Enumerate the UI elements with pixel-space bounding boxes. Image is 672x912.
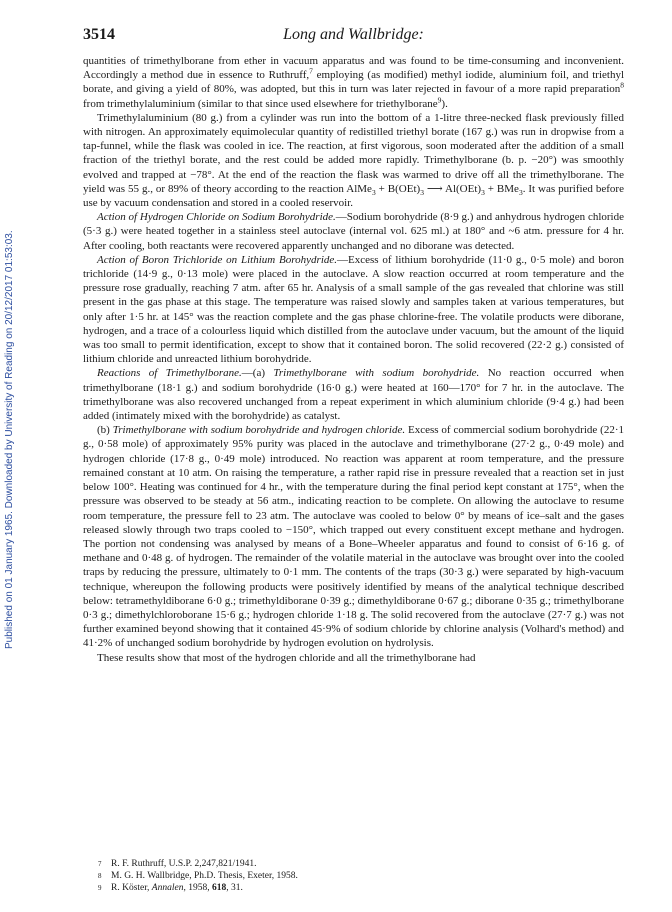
section-heading: Reactions of Trimethylborane. — [97, 367, 242, 380]
subsection-heading: Trimethylborane with sodium borohydride and hydrogen chloride. — [112, 424, 406, 437]
subsection-heading: Trimethylborane with sodium borohydride. — [273, 367, 480, 380]
footnote-text: R. F. Ruthruff, U.S.P. 2,247,821/1941. — [111, 859, 257, 869]
footnote-8 — [98, 870, 618, 882]
footnote-mark: 8 — [98, 872, 102, 880]
text-run: ⟶ Al(OEt) — [423, 182, 482, 195]
paragraph-trimethylaluminium — [83, 111, 624, 210]
text-run: quantities of trimethylborane from ether in vacuum apparatus and was found to be time-consuming and inconvenient. Accordingly a method due in essence to Ruthruff, — [83, 55, 624, 82]
text-run: Trimethylaluminium (80 g.) from a cylinder was run into the bottom of a 1-litre three-necked flask previously filled with nitrogen. An approximately equimolecular quantity of redistilled triethyl borate (167 g.) was run in dropwise from a tap-funnel, while the flask was cooled in ice. The reaction, at first vigorous, soon moderated after the addition of a small fraction of the triethyl borate, and the rest could be added more rapidly. Trimethylborane (b. p. −20°) was smoothly evolved and trapped at −78°. At the end of the reaction the flask was warmed to drive off all the trimethylborane. The yield was 55 g., or 89% of theory according to the reaction AlMe — [83, 111, 624, 195]
text-run: . It was purified before use by vacuum condensation and stored in a cooled reservoir. — [83, 182, 624, 210]
footnote-9 — [98, 882, 618, 894]
subscript: 3 — [371, 188, 376, 198]
paragraph-intro — [83, 54, 624, 111]
page-header — [83, 26, 624, 50]
footnote-mark: 7 — [98, 860, 102, 868]
footnotes — [98, 858, 618, 894]
text-run: —(a) — [241, 367, 274, 380]
text-run: + B(OEt) — [375, 182, 421, 195]
reference-mark: 8 — [620, 80, 624, 90]
footnote-text: M. G. H. Wallbridge, Ph.D. Thesis, Exeter, 1958. — [111, 871, 298, 881]
volume-number: 618 — [211, 883, 227, 893]
section-heading: Action of Boron Trichloride on Lithium Borohydride. — [97, 253, 338, 266]
subscript: 3 — [420, 188, 424, 198]
text-run: + BMe — [484, 182, 519, 195]
running-title: Long and Wallbridge: — [283, 26, 424, 43]
footnote-text: , 1958, — [183, 883, 212, 893]
paragraph-boron-trichloride — [83, 253, 624, 367]
journal-name: Annalen — [151, 883, 184, 893]
paragraph-hcl-borohydride — [83, 210, 624, 253]
reference-mark: 7 — [309, 66, 313, 76]
subscript: 3 — [481, 188, 485, 198]
text-run: (b) — [97, 424, 113, 437]
article-body — [83, 54, 624, 665]
footnote-text: , 31. — [226, 883, 243, 893]
text-run: —Excess of lithium borohydride (11·0 g., 0·5 mole) and boron trichloride (14·9 g., 0·13 mole) were placed in the autoclave. A slow reaction occurred at room temperature and the pressure rose gradually, reaching 7 atm. after 65 hr. Analysis of a small sample of the gas revealed that chlorine was still present in the gas phase at this stage. The temperature was raised slowly and samples taken at various temperatures, but only after 1·5 hr. at 145° was the reaction complete and the gas phase chlorine-free. The volatile products were diborane, hydrogen, and a trace of a colourless liquid which distilled from the autoclave under vacuum, but the amount of the liquid was too small to permit identification, except to show that it contained boron. The solid recovered (22·2 g.) consisted of lithium chloride and unreacted lithium borohydride. — [83, 253, 624, 366]
text-run: ). — [441, 97, 448, 110]
text-run: employing (as modified) methyl iodide, aluminium foil, and triethyl borate, and giving a yield of 80%, was adopted, but this in turn was later rejected in favour of a more rapid preparation — [83, 69, 624, 96]
text-run: Excess of commercial sodium borohydride (22·1 g., 0·58 mole) of approximately 95% purity was placed in the autoclave and trimethylborane (27·2 g., 0·49 mole) and hydrogen chloride (17·8 g., 0·49 mole) introduced. No reaction was apparent at room temperature, and the pressure remained constant at 10 atm. On raising the temperature, a rather rapid rise in pressure revealed that a reaction set in just below 100°. Heating was continued for 4 hr., with the temperature during the final period kept constant at 175°, when the pressure was observed to be steady at 56 atm., indicating reaction to be complete. On allowing the autoclave to resume room temperature, the pressure fell to 23 atm. The autoclave was cooled to below 0° by means of ice–salt and the gases released slowly through two traps cooled to −150°, which trapped out every constituent except methane and hydrogen. The portion not condensing was analysed by means of a Bone–Wheeler apparatus and found to consist of 6·16 g. of methane and 0·48 g. of hydrogen. The remainder of the volatile material in the autoclave was brought over into the cooled traps by reducing the pressure, ultimately to 0·1 mm. The contents of the traps (30·3 g.) were separated by high-vacuum technique, whereupon the following products were positively identified by means of the analytical technique described below: tetramethyldiborane 6·0 g.; trimethyldiborane 0·39 g.; dimethyldiborane 0·67 g.; diborane 0·35 g.; trimethylborane 0·3 g.; dimethylchloroborane 15·6 g.; hydrogen chloride 1·18 g. The solid recovered from the autoclave (27·7 g.) was not further examined beyond showing that it contained 45·9% of sodium chloride by chlorine analysis (Volhard's method) and 41·2% of unchanged sodium borohydride by hydrogen evolution on hydrolysis. — [83, 424, 624, 650]
text-run: from trimethylaluminium (similar to that since used elsewhere for triethylborane — [83, 97, 438, 110]
paragraph-trimethylborane-b — [83, 423, 624, 650]
text-run: No reaction occurred when trimethylborane (18·1 g.) and sodium borohydride (16·0 g.) were heated at 160—170° for 7 hr. in the autoclave. The trimethylborane was also recovered unchanged from a repeat experiment in which aluminium chloride (9·4 g.) had been added (intimately mixed with the borohydride) as catalyst. — [83, 367, 624, 423]
paragraph-conclusion: These results show that most of the hydrogen chloride and all the trimethylborane had — [97, 651, 476, 664]
footnote-mark: 9 — [98, 884, 102, 892]
footnote-7 — [98, 858, 618, 870]
subscript: 3 — [518, 188, 523, 198]
reference-mark: 9 — [437, 94, 442, 104]
paragraph-trimethylborane-a — [83, 366, 624, 423]
text-run: —Sodium borohydride (8·9 g.) and anhydrous hydrogen chloride (5·3 g.) were heated together in a stainless steel autoclave (internal vol. 625 ml.) at 180° and ~6 atm. pressure for 4 hr. After cooling, both reactants were recovered apparently unchanged and no diborane was detected. — [83, 211, 624, 252]
page-number: 3514 — [83, 26, 115, 43]
footnote-text: R. Köster, — [111, 883, 152, 893]
section-heading: Action of Hydrogen Chloride on Sodium Borohydride. — [97, 211, 336, 224]
download-watermark: Published on 01 January 1965. Downloaded by University of Reading on 20/12/2017 01:53:03. — [4, 230, 15, 650]
